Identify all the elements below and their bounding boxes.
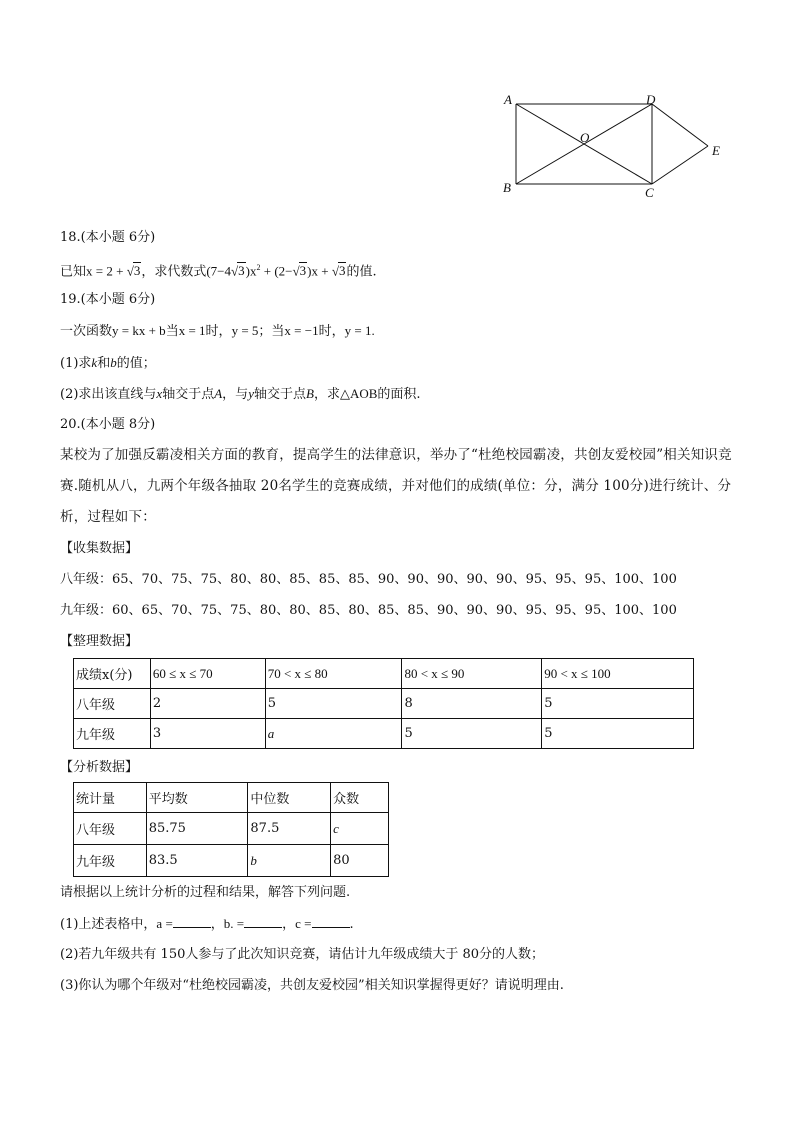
table-cell: 5 — [542, 719, 694, 749]
q19-p2-t1: (2)求出该直线与 — [60, 387, 157, 402]
segment-ce — [652, 146, 708, 184]
q19-p2-t2: 轴交于点 — [162, 387, 215, 402]
answer-blank-b[interactable] — [244, 915, 282, 928]
q20-p1-sep2: ， — [282, 917, 296, 932]
table-cell: 成绩x(分) — [74, 659, 151, 689]
q18-text-2: ，求代数式 — [141, 264, 207, 280]
analyze-title: 【分析数据】 — [60, 760, 139, 775]
table-cell: 中位数 — [248, 783, 331, 813]
label-a: A — [504, 92, 512, 107]
table-row — [74, 689, 694, 719]
q19-t3: 时， — [205, 324, 232, 339]
answer-blank-c[interactable] — [312, 915, 350, 928]
label-b: B — [503, 180, 511, 195]
table-cell: 85.75 — [146, 813, 248, 845]
grade9-data: 九年级：60、65、70、75、75、80、80、85、80、85、85、90、90、90、95、95、95、100、100 — [60, 603, 677, 618]
q18-expr-2: )x — [245, 263, 257, 279]
q20-p1-b: b. = — [223, 916, 245, 931]
q19-p2-t4: 轴交于点 — [253, 387, 306, 402]
sqrt-symbol: √ — [331, 263, 339, 279]
q18-text-3: 的值. — [346, 264, 377, 280]
q20-intro: 某校为了加强反霸凌相关方面的教育，提高学生的法律意识，举办了“杜绝校园霸凌，共创友爱校园”相关知识竞赛.随机从八，九两个年级各抽取 20名学生的竞赛成绩，并对他们的成绩(单位：分，满分 100分)进行统计、分析，过程如下： — [60, 447, 732, 525]
q20-part1 — [60, 915, 354, 934]
sqrt-symbol: √ — [126, 263, 134, 279]
q19-t4: ；当 — [258, 324, 285, 339]
q18-sqrt-3b: 3 — [238, 263, 245, 279]
q19-header: 19.(本小题 6分) — [60, 292, 156, 307]
frequency-table — [73, 658, 694, 749]
q19-t2: 当 — [165, 324, 179, 339]
segment-de — [652, 104, 708, 146]
table-cell: a — [265, 719, 402, 749]
q18-stem — [60, 259, 377, 281]
table-cell: 90 < x ≤ 100 — [542, 659, 694, 689]
q19-p2-t6: 的面积. — [377, 387, 421, 402]
q18-expr-4: )x + — [307, 263, 332, 279]
q18-exponent: 2 — [256, 263, 261, 272]
q18-expr-1: (7−4 — [206, 263, 232, 279]
table-cell: 3 — [150, 719, 265, 749]
label-c: C — [645, 185, 654, 200]
q19-p2-A: A — [214, 386, 223, 401]
table-cell: 70 < x ≤ 80 — [265, 659, 402, 689]
q18-sqrt-3d: 3 — [338, 263, 346, 279]
grade8-data: 八年级：65、70、75、75、80、80、85、85、85、90、90、90、90、90、95、95、95、100、100 — [60, 572, 677, 587]
q18-header: 18.(本小题 6分) — [60, 230, 156, 245]
q20-p1-sep1: ， — [210, 917, 224, 932]
q19-p1-k: k — [91, 355, 98, 370]
q18-x-eq: x = 2 + — [86, 263, 127, 279]
table-cell: 5 — [542, 689, 694, 719]
label-o: O — [580, 130, 590, 145]
q19-t5: 时， — [318, 324, 345, 339]
table-row — [74, 845, 389, 877]
q19-t1: 一次函数 — [60, 324, 113, 339]
geometry-figure — [500, 92, 730, 204]
rectangle-diagram — [500, 92, 730, 204]
q19-p2-x: x — [156, 386, 163, 401]
table-cell: 统计量 — [74, 783, 147, 813]
sqrt-symbol: √ — [231, 263, 239, 279]
table-cell: b — [248, 845, 331, 877]
table-row — [74, 659, 694, 689]
q19-part1 — [60, 354, 156, 373]
table-cell: 80 — [331, 845, 389, 877]
q19-part2 — [60, 385, 421, 404]
q20-part2: (2)若九年级共有 150人参与了此次知识竞赛，请估计九年级成绩大于 80分的人数； — [60, 947, 545, 962]
collect-title: 【收集数据】 — [60, 541, 139, 556]
table-cell: 80 < x ≤ 90 — [402, 659, 542, 689]
instruction: 请根据以上统计分析的过程和结果，解答下列问题. — [60, 885, 351, 900]
q19-func: y = kx + b — [112, 323, 166, 338]
q19-stem — [60, 322, 375, 341]
q20-p1-end: . — [349, 917, 354, 932]
table-row — [74, 813, 389, 845]
q19-y1: y = 5 — [231, 323, 259, 338]
table-cell: 83.5 — [146, 845, 248, 877]
organize-title: 【整理数据】 — [60, 634, 139, 649]
table-cell: 60 ≤ x ≤ 70 — [150, 659, 265, 689]
label-e: E — [712, 143, 720, 158]
statistics-table — [73, 782, 389, 877]
table-cell: 八年级 — [74, 689, 151, 719]
q18-sqrt-3c: 3 — [299, 263, 307, 279]
table-cell: 九年级 — [74, 719, 151, 749]
q19-p1-t3: 的值； — [116, 356, 156, 371]
table-cell: 2 — [150, 689, 265, 719]
table-cell: c — [331, 813, 389, 845]
q20-header: 20.(本小题 8分) — [60, 417, 156, 432]
table-cell: 八年级 — [74, 813, 147, 845]
q20-part3: (3)你认为哪个年级对“杜绝校园霸凌，共创友爱校园”相关知识掌握得更好？请说明理由. — [60, 978, 564, 993]
q20-p1-c: c = — [295, 916, 312, 931]
q18-expr-3: + (2− — [260, 263, 293, 279]
table-cell: 5 — [265, 689, 402, 719]
q19-x1: x = 1 — [178, 323, 206, 338]
q19-p2-triangle: △AOB — [339, 386, 378, 401]
q18-text-1: 已知 — [60, 264, 87, 280]
q18-sqrt-3: 3 — [133, 263, 141, 279]
table-row — [74, 719, 694, 749]
q19-p1-t1: (1)求 — [60, 356, 92, 371]
q20-p1-a: a = — [156, 916, 173, 931]
table-cell: 8 — [402, 689, 542, 719]
q19-p2-B: B — [305, 386, 314, 401]
table-cell: 众数 — [331, 783, 389, 813]
table-cell: 5 — [402, 719, 542, 749]
q19-p1-b: b — [110, 355, 117, 370]
q19-x2: x = −1 — [284, 323, 319, 338]
table-cell: 87.5 — [248, 813, 331, 845]
q19-p2-t3: ，与 — [222, 387, 249, 402]
q19-p2-y: y — [248, 386, 254, 401]
table-row — [74, 783, 389, 813]
answer-blank-a[interactable] — [173, 915, 211, 928]
q19-p2-t5: ，求 — [313, 387, 340, 402]
table-cell: 平均数 — [146, 783, 248, 813]
q19-y2: y = 1. — [344, 323, 375, 338]
q19-p1-t2: 和 — [97, 356, 111, 371]
q20-p1-t1: (1)上述表格中， — [60, 917, 157, 932]
sqrt-symbol: √ — [292, 263, 300, 279]
label-d: D — [646, 92, 656, 107]
table-cell: 九年级 — [74, 845, 147, 877]
